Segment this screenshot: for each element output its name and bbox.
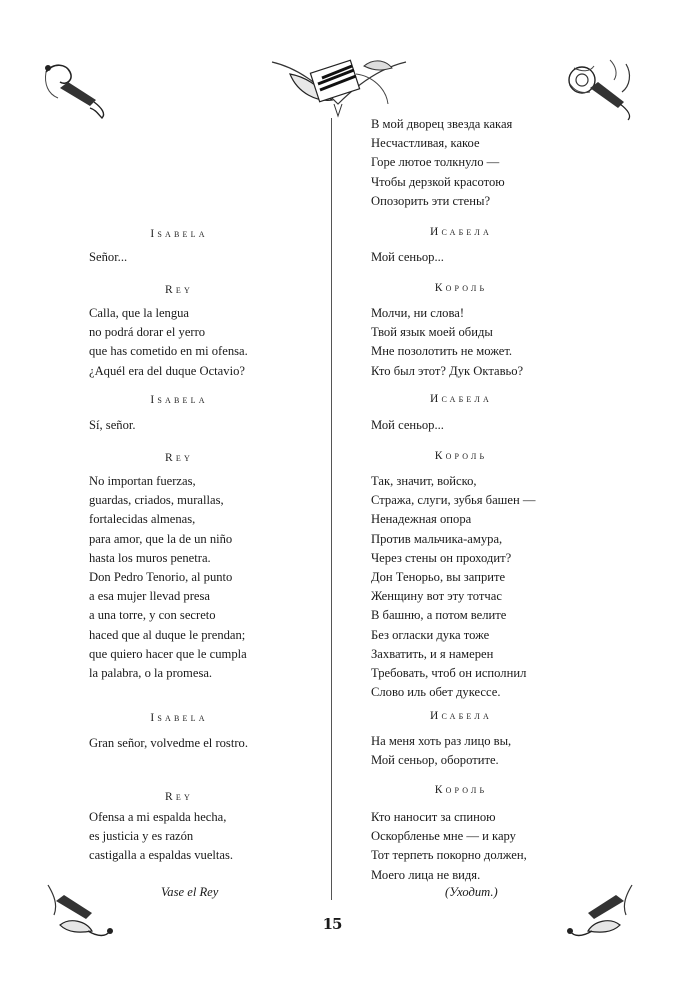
speaker-name: Isabela (150, 228, 208, 240)
verse-line: Несчастливая, какое (371, 136, 480, 151)
verse-line: Молчи, ни слова! (371, 306, 465, 320)
verse-line: Мой сеньор, оборотите. (371, 753, 499, 768)
verse-line: Мой сеньор... (371, 418, 444, 432)
corner-ornament-bottom-left-icon (40, 875, 114, 945)
verse-line: que quiero hacer que le cumpla (89, 646, 247, 661)
stage-direction: Vase el Rey (161, 885, 219, 899)
verse-line: Стража, слуги, зубья башен — (371, 493, 536, 508)
speaker-name: Isabela (150, 712, 208, 724)
verse-line: Calla, que la lengua (89, 306, 190, 320)
verse-line: Оскорбленье мне — и кару (371, 829, 516, 844)
speaker-name: Rey (165, 791, 193, 803)
page-number: 15 (322, 915, 342, 933)
verse-line: Так, значит, войско, (371, 474, 477, 488)
speaker-name: Король (434, 784, 488, 796)
verse-line: Кто наносит за спиною (371, 810, 496, 824)
speech-block (89, 304, 248, 381)
verse-line: Против мальчика-амура, (371, 531, 503, 546)
verse-line: Gran señor, volvedme el rostro. (89, 736, 248, 750)
verse-line: para amor, que la de un niño (89, 531, 233, 546)
verse-line: Мне позолотить не может. (371, 344, 513, 359)
speech-block (89, 734, 248, 753)
verse-line: Тот терпеть покорно должен, (371, 848, 527, 863)
verse-line: Захватить, и я намерен (371, 646, 494, 661)
corner-ornament-bottom-right-icon (566, 875, 640, 945)
verse-line: Через стены он проходит? (371, 550, 512, 565)
verse-line: Слово иль обет дукессе. (371, 685, 501, 700)
stage-direction: (Уходит.) (445, 885, 498, 899)
verse-line: В башню, а потом велите (371, 608, 507, 623)
verse-line: Чтобы дерзкой красотою (371, 174, 505, 189)
corner-ornament-top-left-icon (40, 58, 112, 120)
speaker-name: Король (434, 282, 488, 294)
verse-line: Кто был этот? Дук Октавьо? (371, 363, 524, 378)
verse-line: Моего лица не видя. (371, 867, 481, 882)
corner-ornament-top-right-icon (560, 54, 638, 122)
verse-line: fortalecidas almenas, (89, 512, 196, 527)
verse-line: Ofensa a mi espalda hecha, (89, 810, 227, 824)
verse-line: В мой дворец звезда какая (371, 117, 513, 131)
speech-block (371, 416, 444, 435)
verse-line: Горе лютое толкнуло — (371, 155, 500, 170)
speaker-name: Король (434, 450, 488, 462)
speech-block (89, 808, 233, 866)
verse-line: На меня хоть раз лицо вы, (371, 734, 512, 748)
verse-line: Опозорить эти стены? (371, 193, 491, 208)
speech-block (371, 472, 535, 702)
column-divider (331, 118, 332, 900)
speaker-name: Исабела (430, 226, 492, 238)
speaker-name: Rey (165, 452, 193, 464)
verse-line: hasta los muros penetra. (89, 550, 211, 565)
speech-block (371, 304, 523, 381)
speaker-name: Rey (165, 284, 193, 296)
speech-block (89, 248, 127, 267)
verse-line: Без огласки дука тоже (371, 627, 490, 642)
verse-line: ¿Aquél era del duque Octavio? (89, 363, 245, 378)
verse-line: Мой сеньор... (371, 250, 444, 264)
speaker-name: Isabela (150, 394, 208, 406)
speech-block (89, 416, 136, 435)
verse-line: es justicia y es razón (89, 829, 194, 844)
verse-line: Sí, señor. (89, 418, 136, 432)
verse-line: guardas, criados, murallas, (89, 493, 224, 508)
speech-block (89, 472, 247, 683)
speaker-name: Исабела (430, 710, 492, 722)
verse-line: Señor... (89, 250, 128, 264)
verse-line: Ненадежная опора (371, 512, 472, 527)
speech-block (371, 808, 527, 885)
speaker-name: Исабела (430, 393, 492, 405)
verse-line: la palabra, o la promesa. (89, 666, 213, 681)
verse-line: haced que al duque le prendan; (89, 627, 246, 642)
speech-block (371, 248, 444, 267)
verse-line: Твой язык моей обиды (371, 325, 493, 340)
speech-block (371, 732, 511, 770)
speech-block (371, 115, 512, 211)
verse-line: que has cometido en mi ofensa. (89, 344, 248, 359)
header-ornament-icon (268, 54, 410, 120)
verse-line: Женщину вот эту тотчас (371, 589, 502, 604)
verse-line: a esa mujer llevad presa (89, 589, 210, 604)
verse-line: Требовать, чтоб он исполнил (371, 666, 527, 681)
verse-line: Дон Тенорьо, вы заприте (371, 570, 506, 585)
verse-line: No importan fuerzas, (89, 474, 196, 488)
verse-line: castigalla a espaldas vueltas. (89, 848, 234, 863)
verse-line: Don Pedro Tenorio, al punto (89, 570, 233, 585)
verse-line: no podrá dorar el yerro (89, 325, 206, 340)
verse-line: a una torre, y con secreto (89, 608, 216, 623)
